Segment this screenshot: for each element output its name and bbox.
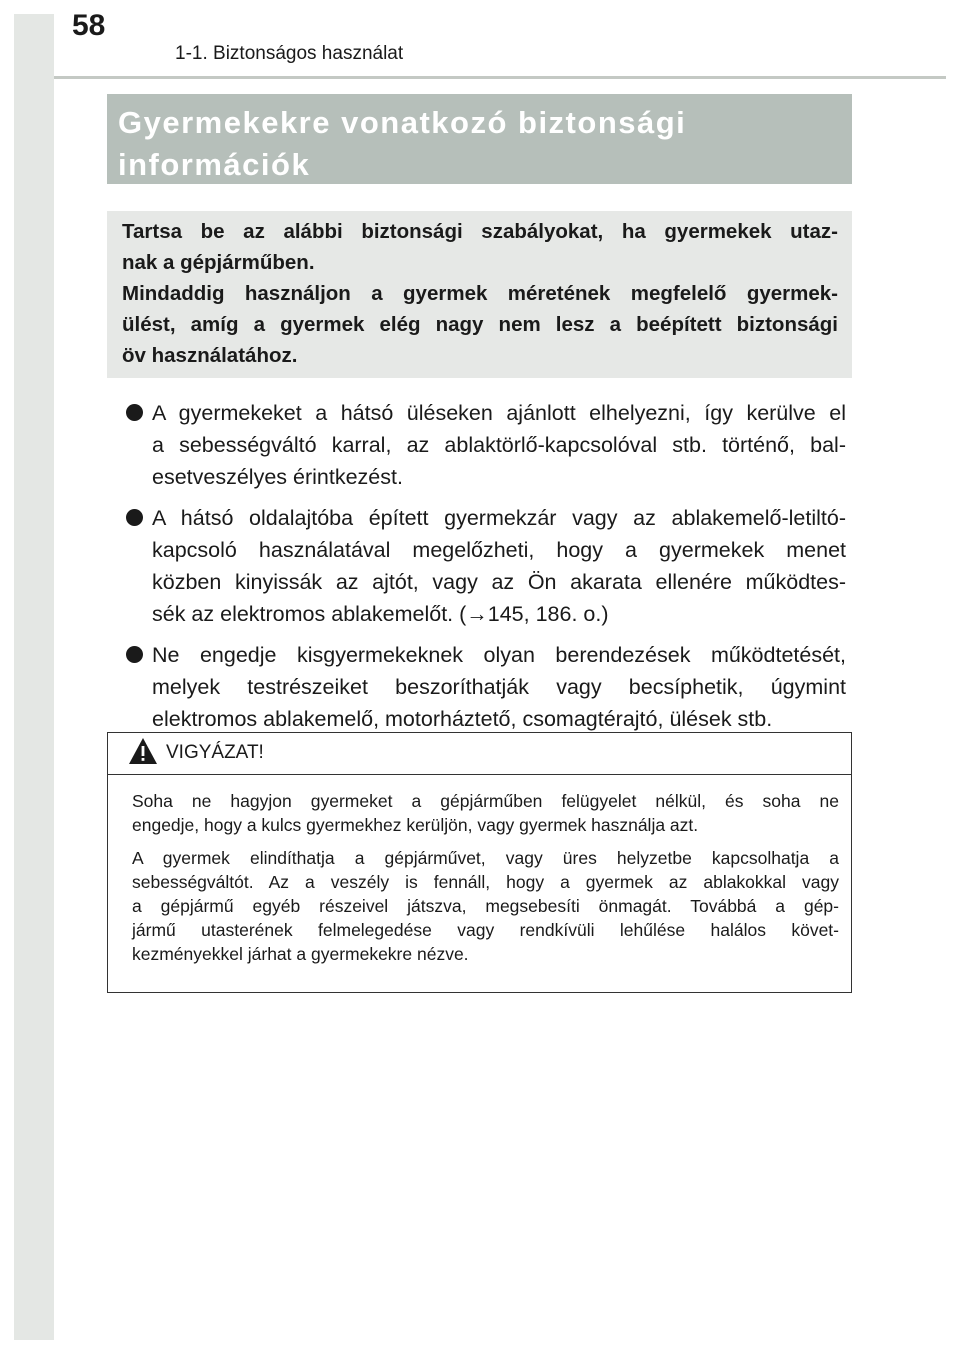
warning-header <box>108 733 851 775</box>
section-title <box>107 94 852 184</box>
header-rule <box>54 76 946 79</box>
bullet-item <box>126 502 846 630</box>
bullet-item <box>126 397 846 493</box>
warning-box <box>107 732 852 993</box>
bullet-line: elektromos ablakemelő, motorháztető, csomagtérajtó, ülések stb. <box>152 707 773 731</box>
summary-line: ülést, amíg a gyermek elég nagy nem lesz a beépített biztonsági <box>122 313 838 336</box>
warning-paragraph <box>132 846 839 966</box>
section-reference: 1-1. Biztonságos használat <box>175 43 404 64</box>
summary-line: Tartsa be az alábbi biztonsági szabályokat, ha gyermekek utaz- <box>122 220 838 243</box>
warning-line: jármű utasterének felmelegedése vagy rendkívüli lehűlése halálos követ- <box>132 920 839 940</box>
warning-line: Soha ne hagyjon gyermeket a gépjárműben felügyelet nélkül, és soha ne <box>132 791 839 811</box>
warning-body <box>108 775 851 966</box>
warning-line: a gépjármű egyéb részeivel játszva, megsebesíti önmagát. Továbbá a gép- <box>132 896 839 916</box>
bullet-line: a sebességváltó karral, az ablaktörlő-kapcsolóval stb. történő, bal- <box>152 433 846 457</box>
section-title-line: információk <box>118 147 311 182</box>
bullet-line: melyek testrészeiket beszoríthatják vagy becsíphetik, úgymint <box>152 675 846 699</box>
summary-box <box>107 211 852 378</box>
bullet-line: sék az elektromos ablakemelőt. (→145, 186. o.) <box>152 602 609 626</box>
bullet-line: A hátsó oldalajtóba épített gyermekzár vagy az ablakemelő-letiltó- <box>152 506 846 530</box>
bullet-dot-icon <box>126 404 143 421</box>
warning-line: sebességváltót. Az a veszély is fennáll, hogy a gyermek az ablakokkal vagy <box>132 872 839 892</box>
bullet-dot-icon <box>126 509 143 526</box>
page-number: 58 <box>72 9 106 42</box>
summary-line: öv használatához. <box>122 344 298 367</box>
summary-line: nak a gépjárműben. <box>122 251 315 274</box>
warning-line: A gyermek elindíthatja a gépjárművet, vagy üres helyzetbe kapcsolhatja a <box>132 848 839 868</box>
warning-paragraph <box>132 789 839 837</box>
summary-line: Mindaddig használjon a gyermek méretének megfelelő gyermek- <box>122 282 838 305</box>
warning-line: kezményekkel járhat a gyermekekre nézve. <box>132 944 469 964</box>
bullet-item <box>126 639 846 735</box>
bullet-list <box>126 397 846 744</box>
bullet-line: A gyermekeket a hátsó üléseken ajánlott elhelyezni, így kerülve el <box>152 401 846 425</box>
bullet-dot-icon <box>126 646 143 663</box>
section-title-line: Gyermekekre vonatkozó biztonsági <box>118 105 687 140</box>
page-side-strip <box>14 14 54 1340</box>
bullet-line: esetveszélyes érintkezést. <box>152 465 403 489</box>
warning-title: VIGYÁZAT! <box>166 742 264 763</box>
bullet-line: kapcsoló használatával megelőzheti, hogy a gyermekek menet <box>152 538 846 562</box>
bullet-line: Ne engedje kisgyermekeknek olyan berendezések működtetését, <box>152 643 846 667</box>
warning-line: engedje, hogy a kulcs gyermekhez kerüljön, vagy gyermek használja azt. <box>132 815 699 835</box>
warning-triangle-icon <box>128 737 158 765</box>
bullet-line: közben kinyissák az ajtót, vagy az Ön akarata ellenére működtes- <box>152 570 846 594</box>
